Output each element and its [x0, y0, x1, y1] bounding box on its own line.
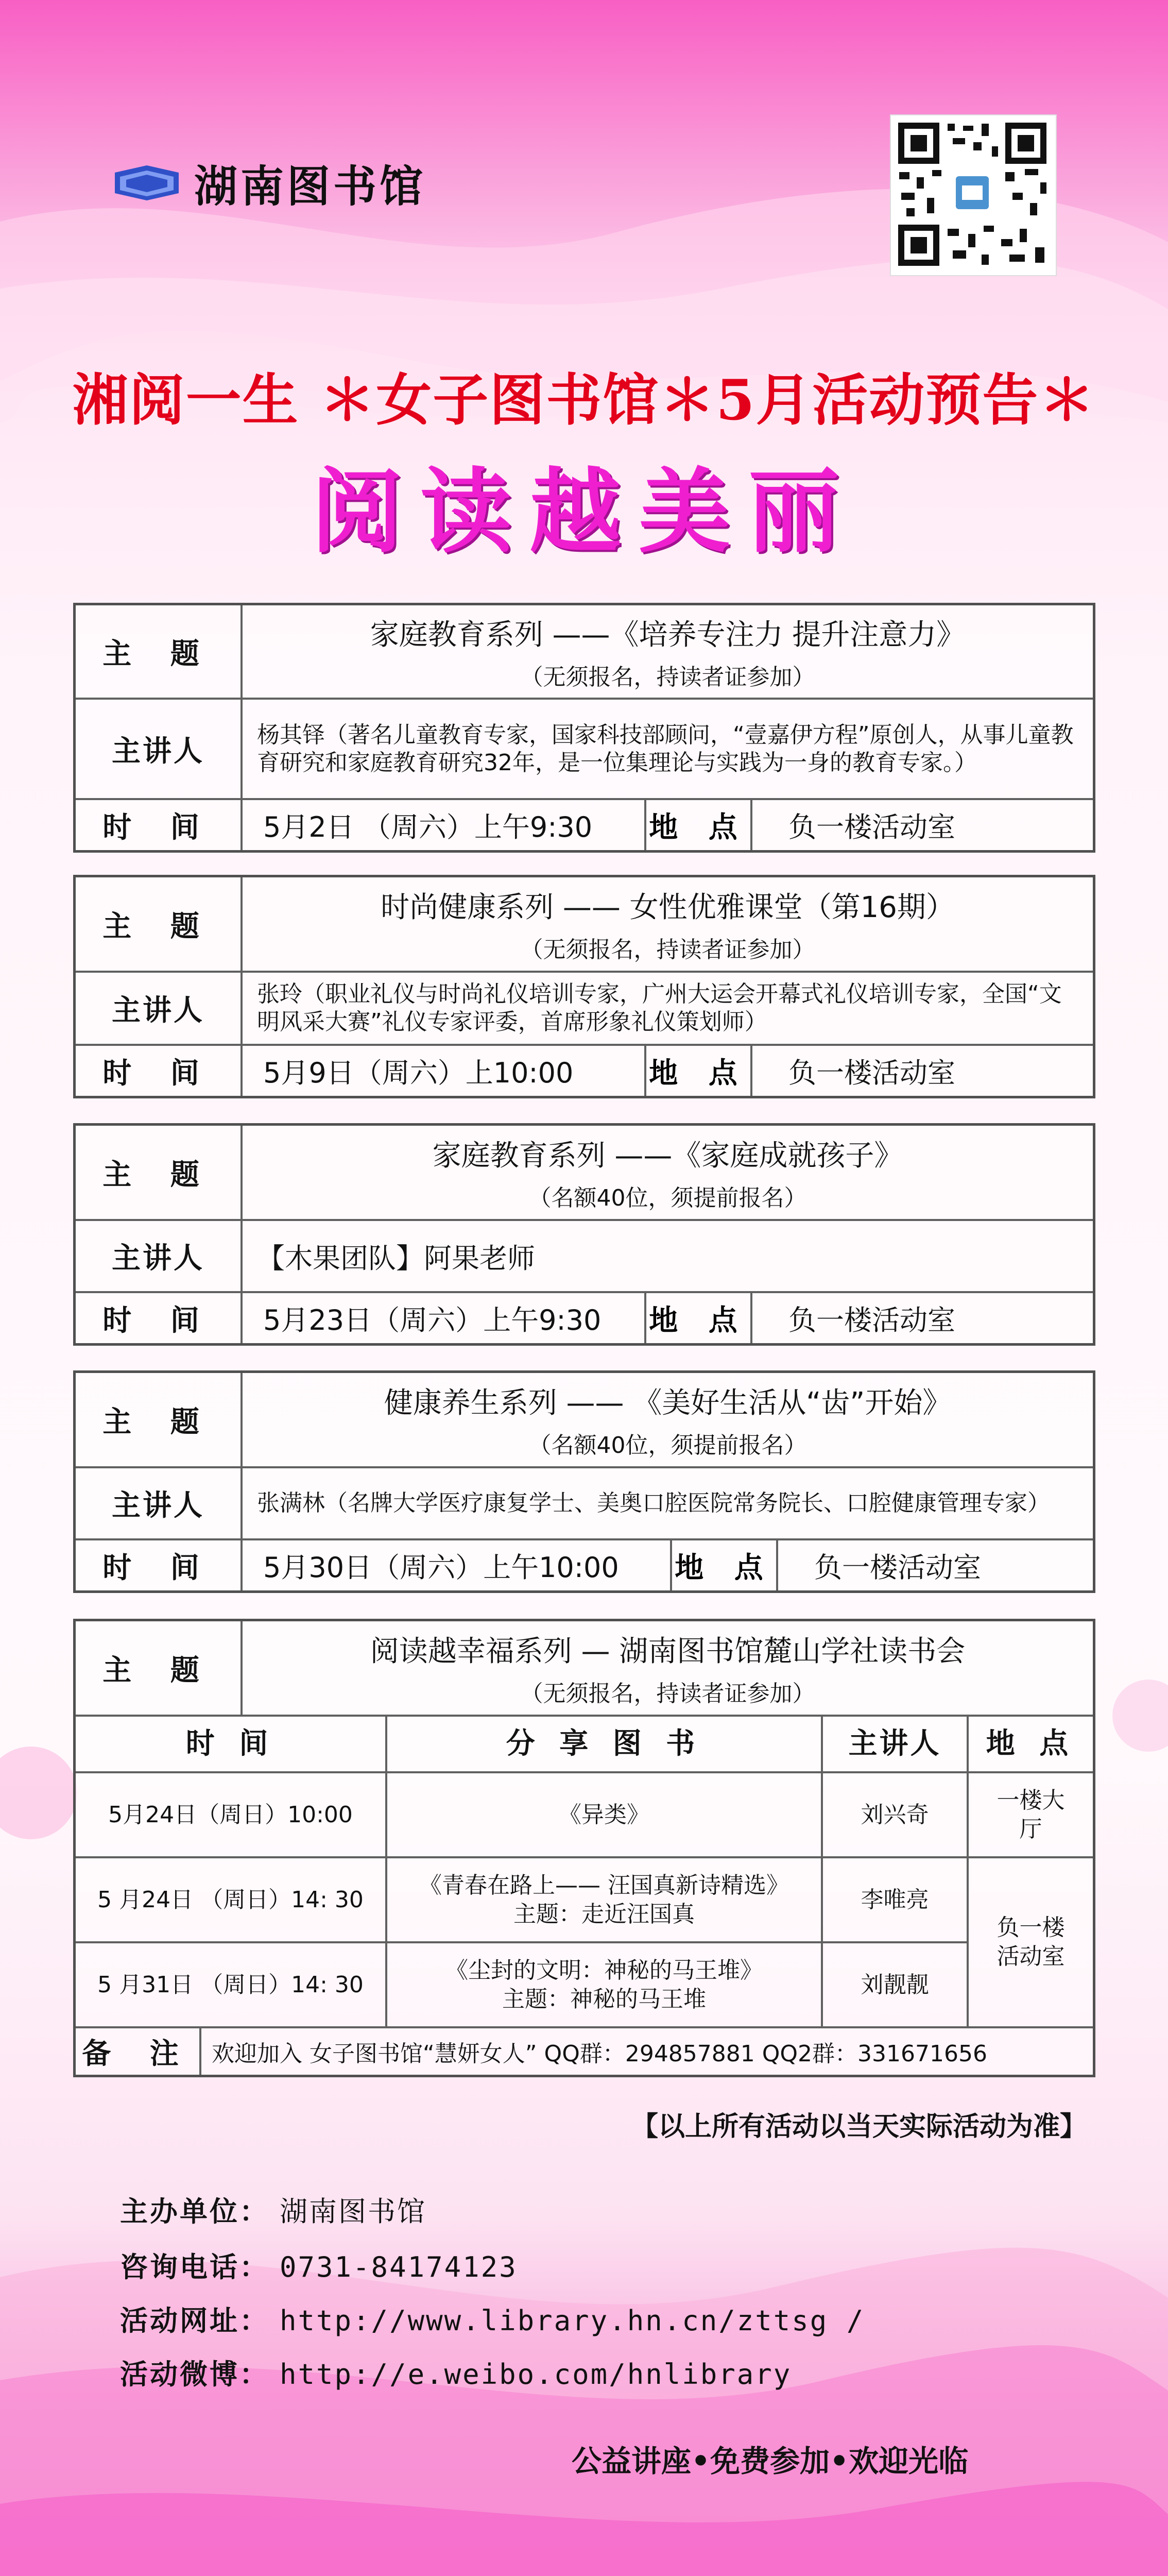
weibo-link[interactable]: http://e.weibo.com/hnlibrary: [280, 2358, 792, 2391]
event-card-3: [73, 1123, 1095, 1346]
time-label: 时 间: [76, 800, 243, 850]
qr-code: [890, 114, 1057, 276]
event-card-4: [73, 1370, 1095, 1593]
event-place: 负一楼活动室: [788, 1304, 955, 1336]
row2-speaker: 李唯亮: [823, 1858, 969, 1943]
row1-book: [387, 1773, 823, 1858]
info-key: 活动网址：: [120, 2304, 269, 2337]
event-place: 负一楼活动室: [814, 1551, 981, 1584]
row1-place: 一楼大厅: [969, 1773, 1093, 1858]
time-row: [76, 800, 1093, 850]
place-label: 地 点: [644, 1046, 752, 1096]
time-label: 时 间: [76, 1293, 243, 1343]
book-title: 《青春在路上—— 汪国真新诗精选》: [419, 1872, 789, 1899]
website-line: [120, 2299, 865, 2338]
speaker-label: 主讲人: [76, 973, 243, 1044]
slogan: 公益讲座•免费参加•欢迎光临: [572, 2444, 969, 2479]
topic-row: [76, 1621, 1093, 1717]
place-label: 地 点: [644, 1293, 752, 1343]
column-header-time: 时 间: [76, 1717, 387, 1773]
topic-row: [76, 877, 1093, 973]
event-card-1: [73, 603, 1095, 853]
event-topic: 时尚健康系列 —— 女性优雅课堂（第16期）: [381, 890, 955, 924]
event-place: 负一楼活动室: [788, 811, 955, 843]
event-time: 5月23日（周六）上午9:30: [263, 1304, 602, 1336]
topic-row: [76, 1373, 1093, 1468]
event-note: （无须报名，持读者证参加）: [520, 664, 815, 690]
phone-line: [120, 2245, 518, 2285]
speaker-label: 主讲人: [76, 700, 243, 798]
event-speaker: 张满林（名牌大学医疗康复学士、美奥口腔医院常务院长、口腔健康管理专家）: [257, 1490, 1050, 1516]
speaker-label: 主讲人: [76, 1468, 243, 1538]
book-title: 《异类》: [559, 1801, 649, 1828]
event-time: 5月9日（周六）上10:00: [263, 1057, 574, 1089]
topic-label: 主 题: [76, 877, 243, 971]
speaker-row: [76, 700, 1093, 800]
weibo-line: [120, 2352, 792, 2392]
book-club-schedule: [76, 1717, 1093, 2028]
time-row: [76, 1540, 1093, 1590]
row2-time: 5 月24日 （周日）14: 30: [76, 1858, 387, 1943]
subtitle: 阅读越美丽: [311, 459, 857, 565]
event-time: 5月30日（周六）上午10:00: [263, 1551, 619, 1584]
speaker-label: 主讲人: [76, 1221, 243, 1291]
row1-time: 5月24日（周日）10:00: [76, 1773, 387, 1858]
event-topic: 家庭教育系列 ——《家庭成就孩子》: [432, 1139, 903, 1173]
event-note: （名额40位，须提前报名）: [528, 1184, 807, 1211]
book-title: 《尘封的文明：神秘的马王堆》: [445, 1957, 763, 1984]
info-value: 0731-84174123: [280, 2251, 518, 2283]
speaker-row: [76, 1468, 1093, 1540]
time-row: [76, 1046, 1093, 1096]
event-topic: 健康养生系列 —— 《美好生活从“齿”开始》: [384, 1386, 952, 1420]
remark-text: 欢迎加入 女子图书馆“慧妍女人” QQ群：294857881 QQ2群：331671656: [212, 2041, 987, 2067]
book-topic: 主题：神秘的马王堆: [502, 1986, 706, 2012]
website-link[interactable]: http://www.library.hn.cn/zttsg /: [280, 2304, 865, 2337]
remark-row: [76, 2028, 1093, 2075]
book-topic: 主题：走近汪国真: [513, 1901, 695, 1927]
time-label: 时 间: [76, 1046, 243, 1096]
book-logo-icon: [111, 162, 183, 204]
event-time: 5月2日 （周六）上午9:30: [263, 811, 593, 843]
place-label: 地 点: [670, 1540, 778, 1590]
topic-label: 主 题: [76, 1373, 243, 1466]
row3-time: 5 月31日 （周日）14: 30: [76, 1943, 387, 2028]
event-place: 负一楼活动室: [788, 1057, 955, 1089]
headline: 湘阅一生 ＊女子图书馆＊5月活动预告＊: [72, 368, 1096, 433]
library-logo: [111, 155, 426, 211]
time-row: [76, 1293, 1093, 1343]
disclaimer: 【以上所有活动以当天实际活动为准】: [631, 2111, 1087, 2142]
topic-row: [76, 1126, 1093, 1221]
topic-label: 主 题: [76, 1621, 243, 1715]
book-club-topic: 阅读越幸福系列 — 湖南图书馆麓山学社读书会: [370, 1634, 966, 1668]
info-key: 主办单位：: [120, 2195, 269, 2228]
event-note: （无须报名，持读者证参加）: [520, 936, 815, 963]
info-value: 湖南图书馆: [280, 2195, 426, 2228]
column-header-place: 地 点: [969, 1717, 1093, 1773]
place-label: 地 点: [644, 800, 752, 850]
topic-row: [76, 605, 1093, 700]
event-topic: 家庭教育系列 ——《培养专注力 提升注意力》: [370, 618, 966, 652]
column-header-book: 分 享 图 书: [387, 1717, 823, 1773]
library-name: 湖南图书馆: [194, 160, 426, 212]
book-club-card: [73, 1619, 1095, 2077]
event-speaker: 张玲（职业礼仪与时尚礼仪培训专家，广州大运会开幕式礼仪培训专家，全国“文明风采大赛”礼仪专家评委，首席形象礼仪策划师）: [257, 981, 1062, 1035]
event-card-2: [73, 875, 1095, 1098]
event-note: （名额40位，须提前报名）: [528, 1432, 807, 1459]
row3-speaker: 刘靓靓: [823, 1943, 969, 2028]
row2-book: [387, 1858, 823, 1943]
row1-speaker: 刘兴奇: [823, 1773, 969, 1858]
column-header-speaker: 主讲人: [823, 1717, 969, 1773]
event-speaker: 杨其铎（著名儿童教育专家，国家科技部顾问，“壹嘉伊方程”原创人，从事儿童教育研究和家庭教育研究32年，是一位集理论与实践为一身的教育专家。）: [257, 721, 1074, 776]
qr-code-icon: [891, 115, 1054, 273]
row3-book: [387, 1943, 823, 2028]
info-key: 活动微博：: [120, 2358, 269, 2391]
organizer-line: [120, 2190, 426, 2229]
remark-label: 备 注: [76, 2028, 201, 2075]
time-label: 时 间: [76, 1540, 243, 1590]
speaker-row: [76, 1221, 1093, 1293]
topic-label: 主 题: [76, 1126, 243, 1219]
info-key: 咨询电话：: [120, 2251, 269, 2283]
row2-place: 负一楼活动室: [969, 1858, 1093, 2028]
book-club-note: （无须报名，持读者证参加）: [520, 1680, 815, 1707]
event-speaker: 【木果团队】阿果老师: [257, 1242, 535, 1275]
speaker-row: [76, 973, 1093, 1046]
topic-label: 主 题: [76, 605, 243, 698]
